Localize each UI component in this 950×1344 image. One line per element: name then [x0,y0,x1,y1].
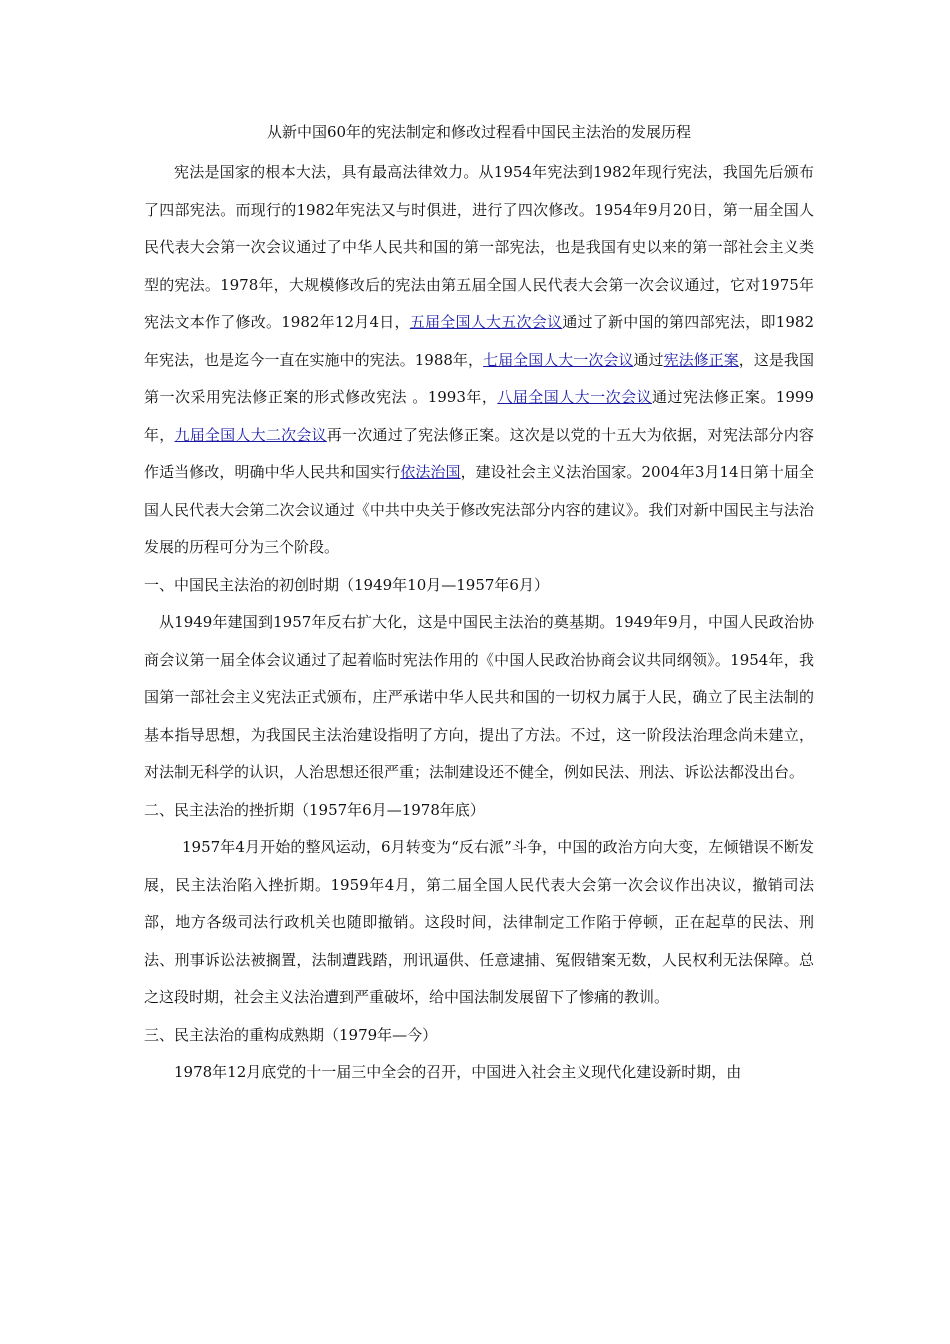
section-2-heading: 二、民主法治的挫折期（1957年6月—1978年底） [144,800,485,819]
intro-text-1: 宪法是国家的根本大法，具有最高法律效力。从1954年宪法到1982年现行宪法，我国先后颁布了四部宪法。而现行的1982年宪法又与时俱进，进行了四次修改。1954年9月20日，第一届全国人民代表大会第一次会议通过了中华人民共和国的第一部宪法，也是我国有史以来的第一部社会主义类型的宪法。1978年，大规模修改后的宪法由第五届全国人民代表大会第一次会议通过，它对1975年宪法文本作了修改。1982年12月4日， [144,163,814,331]
link-constitutional-amendment[interactable]: 宪法修正案 [663,350,739,369]
intro-text-3: 通过 [633,350,664,369]
intro-text-2: 通过了新中国的第四部宪法，即1982年宪法，也是迄今一直在实施中的宪法。1988年， [144,313,814,369]
section-1-paragraph: 从1949年建国到1957年反右扩大化，这是中国民主法治的奠基期。1949年9月，中国人民政治协商会议第一届全体会议通过了起着临时宪法作用的《中国人民政治协商会议共同纲领》。1954年，我国第一部社会主义宪法正式颁布，庄严承诺中华人民共和国的一切权力属于人民，确立了民主法制的基本指导思想，为我国民主法治建设指明了方向，提出了方法。不过，这一阶段法治理念尚未建立，对法制无科学的认识，人治思想还很严重；法制建设还不健全，例如民法、刑法、诉讼法都没出台。 [144,613,814,781]
link-9th-npc-2nd-session[interactable]: 九届全国人大二次会议 [174,425,327,444]
section-2-paragraph: 1957年4月开始的整风运动，6月转变为“反右派”斗争，中国的政治方向大变，左倾错误不断发展，民主法治陷入挫折期。1959年4月，第二届全国人民代表大会第一次会议作出决议，撤销司法部，地方各级司法行政机关也随即撤销。这段时间，法律制定工作陷于停顿，正在起草的民法、刑法、刑事诉讼法被搁置，法制遭践踏，刑讯逼供、任意逮捕、冤假错案无数，人民权利无法保障。总之这段时期，社会主义法治遭到严重破坏，给中国法制发展留下了惨痛的教训。 [144,838,814,1006]
document-title: 从新中国60年的宪法制定和修改过程看中国民主法治的发展历程 [266,123,692,141]
link-5th-npc-5th-session[interactable]: 五届全国人大五次会议 [409,313,563,331]
intro-text-4: ，这是我国第一次采用宪法修正案的形式修改宪法 。1993年， [144,350,814,406]
section-3-paragraph: 1978年12月底党的十一届三中全会的召开，中国进入社会主义现代化建设新时期，由 [174,1063,742,1081]
section-3-heading: 三、民主法治的重构成熟期（1979年—今） [144,1025,438,1044]
intro-text-6: 再一次通过了宪法修正案。这次是以党的十五大为依据，对宪法部分内容作适当修改，明确中华人民共和国实行 [144,425,814,481]
section-1-heading: 一、中国民主法治的初创时期（1949年10月—1957年6月） [144,575,549,594]
link-8th-npc-1st-session[interactable]: 八届全国人大一次会议 [497,388,653,406]
document-page [144,120,814,1092]
intro-text-5: 通过宪法修正案。1999年， [144,388,814,444]
link-7th-npc-1st-session[interactable]: 七届全国人大一次会议 [483,350,634,369]
intro-paragraph [144,154,814,567]
intro-text-7: ，建设社会主义法治国家。2004年3月14日第十届全国人民代表大会第二次会议通过《中共中央关于修改宪法部分内容的建议》。我们对新中国民主与法治发展的历程可分为三个阶段。 [144,463,814,556]
link-rule-of-law[interactable]: 依法治国 [400,463,461,481]
